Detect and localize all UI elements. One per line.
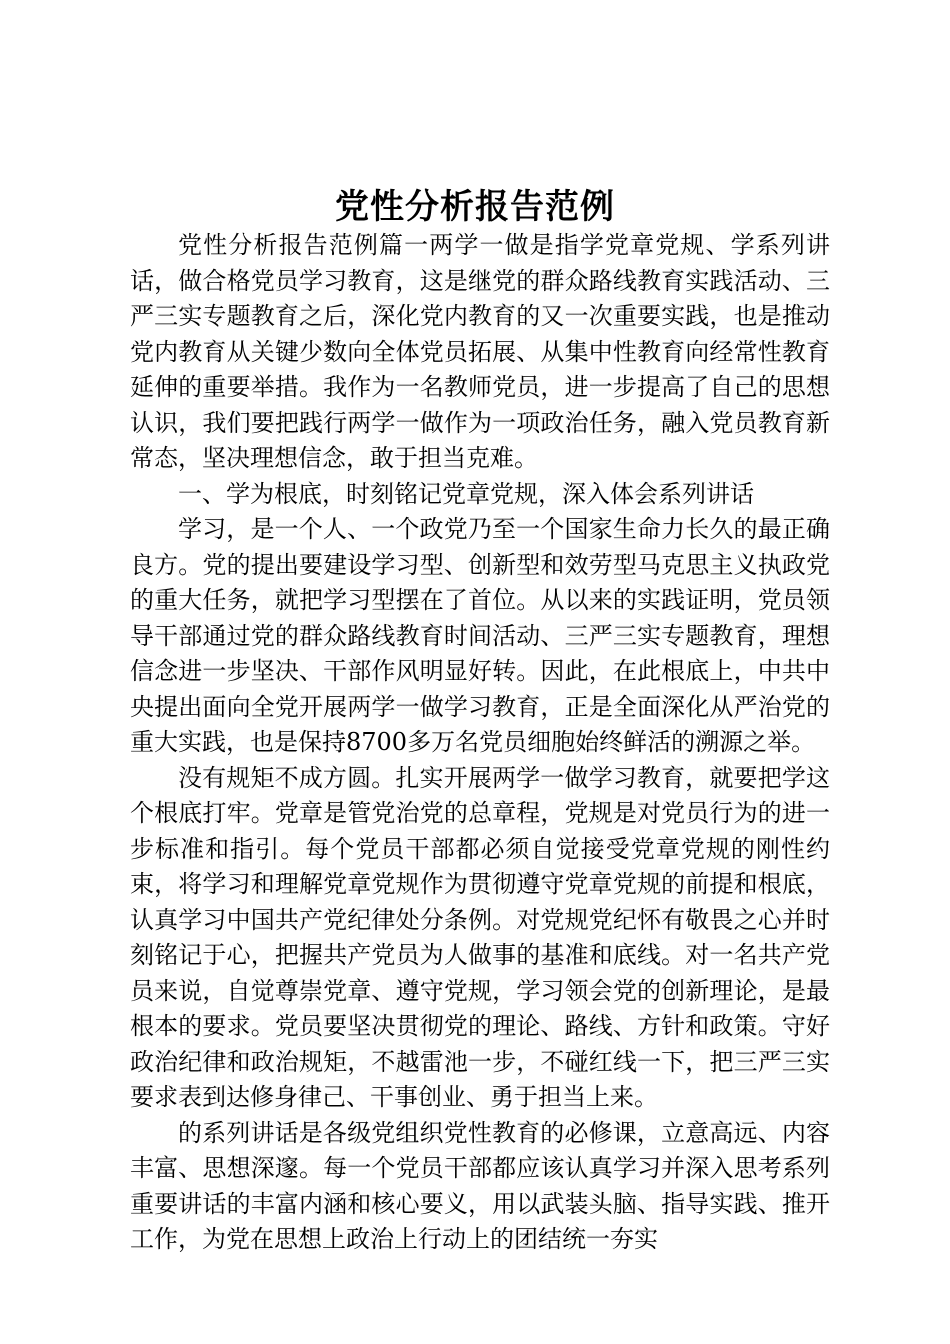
document-title: 党性分析报告范例 [335,187,615,227]
paragraph-intro: 党性分析报告范例篇一两学一做是指学党章党规、学系列讲话，做合格党员学习教育，这是继党的群众路线教育实践活动、三严三实专题教育之后，深化党内教育的又一次重要实践，也是推动党内教育从关键少数向全体党员拓展、从集中性教育向经常性教育延伸的重要举措。我作为一名教师党员，进一步提高了自己的思想认识，我们要把践行两学一做作为一项政治任务，融入党员教育新常态，坚决理想信念，敢于担当克难。 [130,231,830,472]
paragraph-speeches: 的系列讲话是各级党组织党性教育的必修课，立意高远、内容丰富、思想深邃。每一个党员干部都应该认真学习并深入思考系列重要讲话的丰富内涵和核心要义，用以武装头脑、指导实践、推开工作，为党在思想上政治上行动上的团结统一夯实 [130,1118,830,1253]
paragraph-study: 学习，是一个人、一个政党乃至一个国家生命力长久的最正确良方。党的提出要建设学习型、创新型和效劳型马克思主义执政党的重大任务，就把学习型摆在了首位。从以来的实践证明，党员领导干部通过党的群众路线教育时间活动、三严三实专题教育，理想信念进一步坚决、干部作风明显好转。因此，在此根底上，中共中央提出面向全党开展两学一做学习教育，正是全面深化从严治党的重大实践，也是保持8700多万名党员细胞始终鲜活的溯源之举。 [130,515,830,756]
section-heading: 一、学为根底，时刻铭记党章党规，深入体会系列讲话 [178,479,754,508]
document-body [130,228,830,1258]
paragraph-rules: 没有规矩不成方圆。扎实开展两学一做学习教育，就要把学这个根底打牢。党章是管党治党的总章程，党规是对党员行为的进一步标准和指引。每个党员干部都必须自觉接受党章党规的刚性约束，将学习和理解党章党规作为贯彻遵守党章党规的前提和根底，认真学习中国共产党纪律处分条例。对党规党纪怀有敬畏之心并时刻铭记于心，把握共产党员为人做事的基准和底线。对一名共产党员来说，自觉尊崇党章、遵守党规，学习领会党的创新理论，是最根本的要求。党员要坚决贯彻党的理论、路线、方针和政策。守好政治纪律和政治规矩，不越雷池一步，不碰红线一下，把三严三实要求表到达修身律己、干事创业、勇于担当上来。 [130,763,830,1111]
